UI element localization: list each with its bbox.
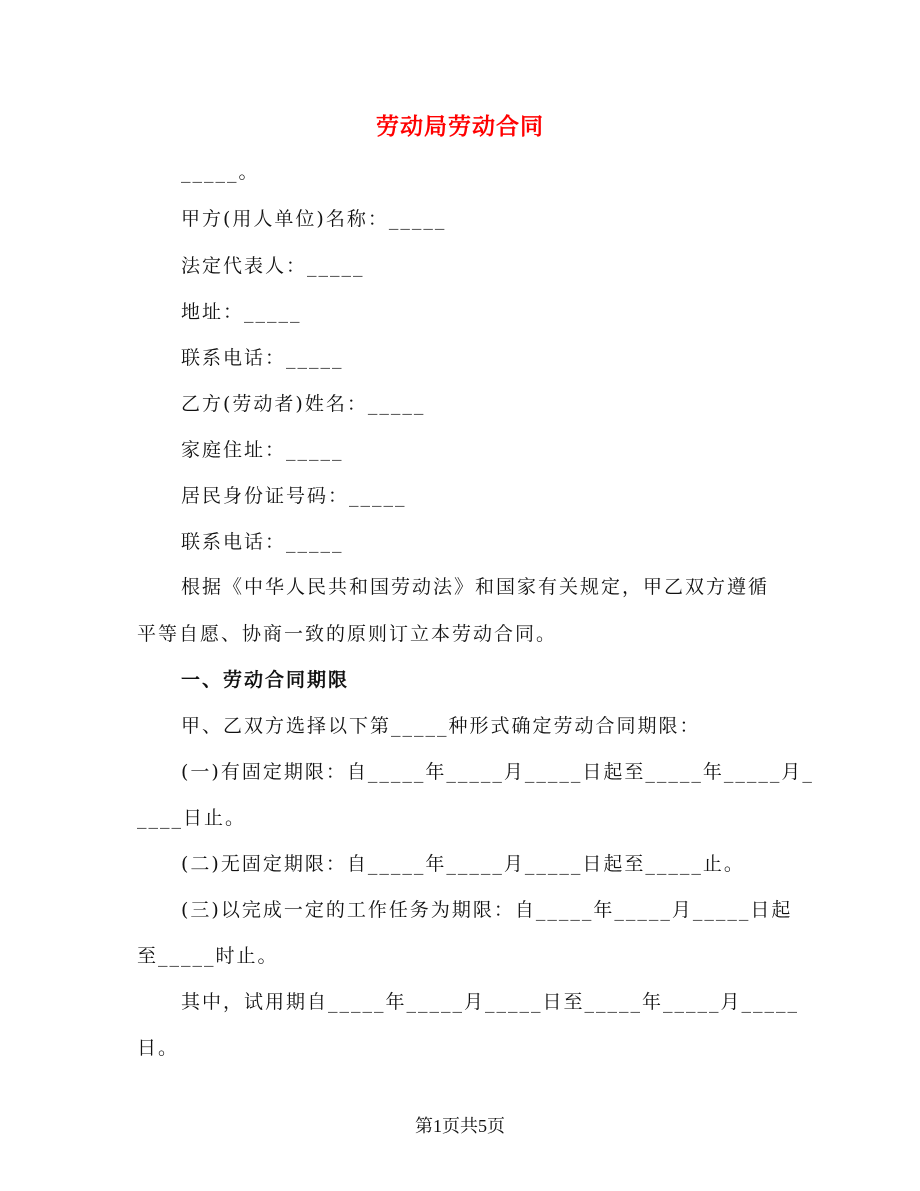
doc-line-address: 地址：_____	[181, 301, 302, 323]
doc-line-legal-rep: 法定代表人：_____	[181, 255, 365, 277]
doc-line-task-term-line1: (三)以完成一定的工作任务为期限：自_____年_____月_____日起	[181, 899, 793, 921]
document-title: 劳动局劳动合同	[376, 114, 544, 140]
section-heading-term: 一、劳动合同期限	[181, 669, 350, 691]
doc-line-phone-b: 联系电话：_____	[181, 531, 344, 553]
doc-line-id-number: 居民身份证号码：_____	[181, 485, 407, 507]
page-number-footer: 第1页共5页	[415, 1116, 505, 1136]
doc-line-fixed-term-line2: ____日止。	[137, 807, 247, 829]
doc-line-home-address: 家庭住址：_____	[181, 439, 344, 461]
doc-line-probation-line1: 其中，试用期自_____年_____月_____日至_____年_____月_____	[181, 991, 800, 1013]
doc-paragraph-basis-line2: 平等自愿、协商一致的原则订立本劳动合同。	[137, 623, 558, 645]
doc-line-fixed-term-line1: (一)有固定期限：自_____年_____月_____日起至_____年_____月_	[181, 761, 814, 783]
doc-line-task-term-line2: 至_____时止。	[137, 945, 279, 967]
doc-line-open-term: (二)无固定期限：自_____年_____月_____日起至_____止。	[181, 853, 745, 875]
doc-paragraph-basis-line1: 根据《中华人民共和国劳动法》和国家有关规定，甲乙双方遵循	[181, 576, 770, 598]
doc-line-blank-intro: _____。	[181, 161, 260, 183]
doc-line-phone-a: 联系电话：_____	[181, 347, 344, 369]
doc-line-term-choice: 甲、乙双方选择以下第_____种形式确定劳动合同期限：	[181, 715, 701, 737]
doc-line-party-b-name: 乙方(劳动者)姓名：_____	[181, 393, 426, 415]
doc-line-party-a-name: 甲方(用人单位)名称：_____	[181, 208, 447, 230]
doc-line-probation-line2: 日。	[137, 1037, 180, 1059]
